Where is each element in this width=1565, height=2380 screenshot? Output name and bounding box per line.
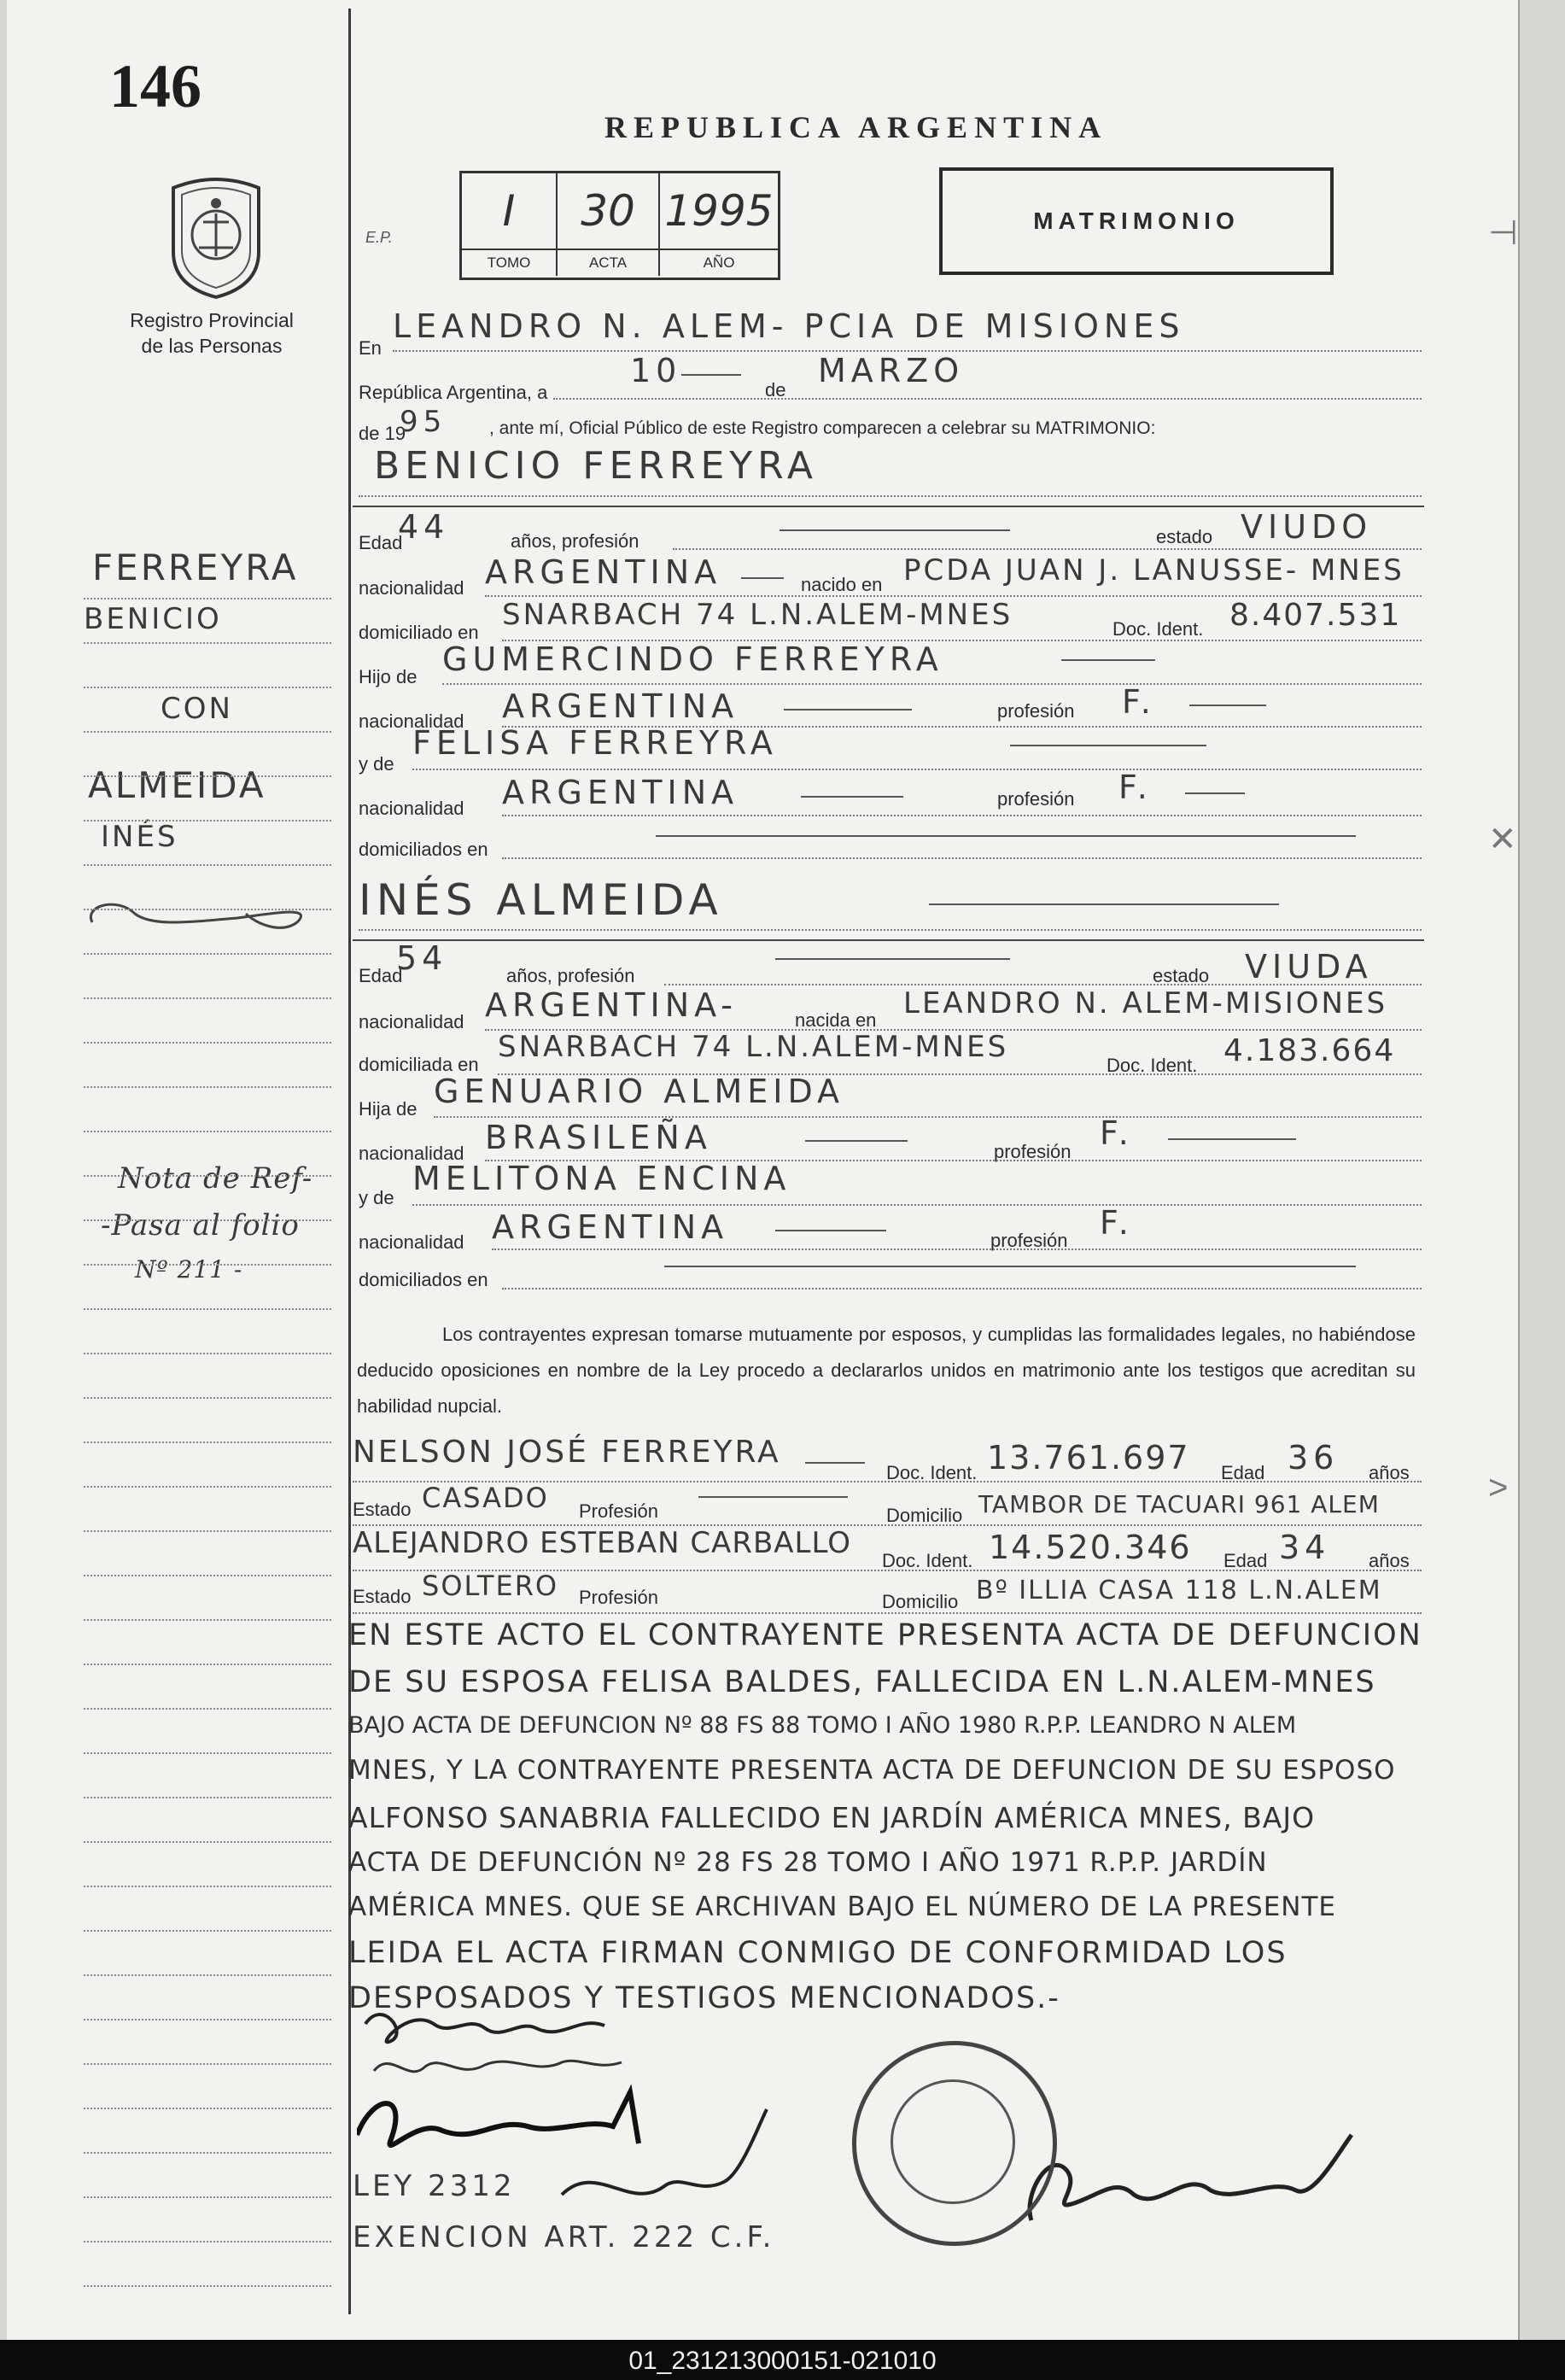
bride-mother-prof-value: F. [1100,1204,1134,1242]
sidebar-dotted-line [84,2108,331,2109]
groom-mother-nac-value: ARGENTINA [502,774,739,811]
sidebar-name-1: BENICIO [84,602,222,636]
footer-caption: 01_231213000151-021010 [628,2347,937,2375]
sidebar-surname-2: ALMEIDA [88,764,266,806]
bride-estado-value: VIUDA [1245,948,1373,985]
bride-nacida-value: LEANDRO N. ALEM-MISIONES [903,986,1388,1020]
groom-father-prof-dash [1189,705,1266,706]
witness2-edad-value: 34 [1279,1529,1331,1566]
groom-mother-prof-label: profesión [997,788,1075,810]
sidebar-name-2: INÉS [101,820,178,854]
witness1-doc-label: Doc. Ident. [886,1462,978,1483]
bride-nacida-label: nacida en [795,1009,877,1031]
groom-edad-label: Edad [359,532,403,553]
sidebar-dotted-line [84,1441,331,1443]
bride-mother-dots [412,1204,1422,1206]
tomo-label: TOMO [462,249,556,276]
groom-nac-dots [485,595,1422,597]
bride-domiciliados-dots [502,1288,1422,1289]
month-value: MARZO [818,352,965,389]
sidebar-dotted-line [84,1042,331,1044]
bride-father-nac-value: BRASILEÑA [485,1119,712,1156]
bride-mother-value: MELITONA ENCINA [412,1160,791,1197]
law-line-1: LEY 2312 [353,2169,516,2203]
bride-nac-label: nacionalidad [359,1011,464,1032]
witness1-domicilio-label: Domicilio [886,1505,963,1526]
groom-father-prof-label: profesión [997,700,1075,722]
witness2-doc-value: 14.520.346 [989,1529,1192,1566]
groom-mother-nac-label: nacionalidad [359,798,464,819]
note-line: ACTA DE DEFUNCIÓN Nº 28 FS 28 TOMO I AÑO 1971 R.P.P. JARDÍN [348,1847,1268,1878]
witness1-edad-label: Edad [1221,1462,1265,1483]
groom-doc-value: 8.407.531 [1229,598,1402,633]
groom-nac-dash [741,577,784,579]
groom-profesion-dash [780,529,1010,531]
note-line: DE SU ESPOSA FELISA BALDES, FALLECIDA EN L.N.ALEM-MNES [348,1665,1376,1699]
sidebar-dotted-line [84,1841,331,1843]
sidebar-dotted-line [84,2019,331,2020]
tomo-acta-year-box [459,171,780,280]
sidebar-dotted-line [84,2285,331,2287]
day-value: 10 [630,352,682,389]
bride-name-dash [929,903,1279,905]
bride-hija-label: Hija de [359,1098,418,1120]
bride-edad-label: Edad [359,965,403,986]
groom-yde-label: y de [359,753,394,775]
witness2-profesion-label: Profesión [579,1587,658,1608]
sidebar-dotted-line [84,997,331,999]
witness1-name: NELSON JOSÉ FERREYRA [353,1435,781,1470]
groom-profesion-label: años, profesión [511,530,639,552]
sidebar-dotted-line [84,2241,331,2243]
provincial-seal-icon [161,171,272,299]
sidebar-dotted-line [84,1708,331,1710]
witness1-doc-value: 13.761.697 [987,1439,1190,1477]
year-cell [660,173,778,276]
bride-father-prof-value: F. [1100,1114,1134,1152]
witness2-domicilio-value: Bº ILLIA CASA 118 L.N.ALEM [976,1576,1382,1605]
groom-domiciliados-dots [502,857,1422,859]
sidebar-dotted-line [84,687,331,688]
groom-hijo-label: Hijo de [359,666,418,687]
groom-domiciliados-dash [656,835,1356,837]
groom-estado-label: estado [1156,526,1213,547]
sidebar-dotted-line [84,2152,331,2154]
declaration-paragraph: Los contrayentes expresan tomarse mutuamente por esposos, y cumplidas las formalidades legales, no habiéndose deducido oposiciones en nombre de la Ley procedo a declararlos unidos en matrimonio ante los testigos que acreditan su habilidad nupcial. [357,1324,1416,1417]
witness2-anios-label: años [1369,1550,1410,1571]
ep-mark: E.P. [365,229,393,246]
registry-name [101,307,323,359]
sidebar-dotted-line [84,1086,331,1088]
bride-divider [353,939,1424,941]
flourish-icon [84,888,314,939]
document-type-box [939,167,1334,275]
witness1-profesion-label: Profesión [579,1500,658,1522]
bride-father-nac-label: nacionalidad [359,1143,464,1164]
witness1-estado-label: Estado [353,1499,412,1520]
sidebar-dotted-line [84,775,331,777]
groom-nac-label: nacionalidad [359,577,464,599]
sidebar-note-1: Nota de Ref- [118,1161,313,1196]
bride-domiciliados-dash [664,1266,1356,1267]
bride-father-nac-dash [805,1140,908,1142]
sidebar-dotted-line [84,820,331,822]
groom-nacido-label: nacido en [801,574,883,595]
acta-value: 30 [581,186,635,236]
witness1-name-dash [805,1462,865,1464]
sidebar-dotted-line [84,1219,331,1221]
year-value: 1995 [664,186,774,236]
place-value: LEANDRO N. ALEM- PCIA DE MISIONES [393,307,1185,345]
groom-doc-label: Doc. Ident. [1112,618,1204,640]
sidebar-dotted-line [84,2196,331,2198]
bride-name-dots [359,929,1422,931]
note-line: BAJO ACTA DE DEFUNCION Nº 88 FS 88 TOMO I AÑO 1980 R.P.P. LEANDRO N ALEM [348,1712,1297,1739]
republic-title: REPUBLICA ARGENTINA [604,110,1108,144]
witness2-domicilio-label: Domicilio [882,1591,959,1612]
sidebar-dotted-line [84,1353,331,1354]
bride-dom-label: domiciliada en [359,1054,479,1075]
bride-father-prof-label: profesión [994,1141,1072,1162]
groom-nac-value: ARGENTINA [485,553,722,591]
law-line-2: EXENCION ART. 222 C.F. [353,2220,775,2254]
witness1-anios-label: años [1369,1462,1410,1483]
groom-father-nac-dash [784,709,912,710]
bride-father-dots [434,1116,1422,1118]
bride-yde-label: y de [359,1187,394,1208]
bride-mother-nac-dash [775,1230,886,1231]
bride-mother-nac-value: ARGENTINA [492,1208,729,1246]
sidebar-dotted-line [84,1486,331,1488]
sidebar-dotted-line [84,909,331,910]
sidebar-dotted-line [84,1664,331,1665]
sidebar-dotted-line [84,1797,331,1798]
bride-doc-label: Doc. Ident. [1107,1055,1198,1076]
staple-mark-icon: > [1488,1469,1509,1506]
groom-mother-value: FELISA FERREYRA [412,724,778,762]
bride-father-prof-dash [1168,1138,1296,1140]
bride-domiciliados-label: domiciliados en [359,1269,488,1290]
bride-profesion-label: años, profesión [506,965,635,986]
witness2-estado-label: Estado [353,1586,412,1607]
folio-number: 146 [109,52,201,120]
groom-name-dots [359,495,1422,497]
sidebar-dotted-line [84,864,331,866]
sidebar-dotted-line [84,1175,331,1177]
groom-father-prof-value: F. [1122,683,1156,721]
registry-line-1: Registro Provincial [130,309,294,331]
registry-line-2: de las Personas [141,335,283,357]
sidebar-dotted-line [84,1308,331,1310]
bride-edad-value: 54 [396,939,448,977]
sidebar-dotted-line [84,642,331,644]
groom-mother-dash [1010,745,1206,746]
groom-father-nac-label: nacionalidad [359,710,464,732]
bride-profesion-dash [775,958,1010,960]
de-label: de [765,379,786,401]
note-line: LEIDA EL ACTA FIRMAN CONMIGO DE CONFORMIDAD LOS [348,1936,1288,1970]
sidebar-dotted-line [84,1264,331,1266]
year-post-label: , ante mí, Oficial Público de este Registro comparecen a celebrar su MATRIMONIO: [489,418,1156,438]
date-dots [553,398,1422,400]
official-signature-icon [1014,2118,1356,2237]
sidebar-dotted-line [84,1752,331,1754]
witness1-domicilio-value: TAMBOR DE TACUARI 961 ALEM [978,1490,1380,1518]
bride-nac-value: ARGENTINA- [485,986,738,1024]
sidebar-dotted-line [84,1886,331,1887]
groom-mother-prof-value: F. [1118,769,1153,806]
note-line: EN ESTE ACTO EL CONTRAYENTE PRESENTA ACTA DE DEFUNCION [348,1618,1422,1652]
bride-father-value: GENUARIO ALMEIDA [434,1073,845,1110]
en-label: En [359,337,382,359]
staple-mark-icon: ✕ [1488,821,1517,858]
groom-father-dash [1061,659,1155,661]
acta-label: ACTA [558,249,658,276]
sidebar-dotted-line [84,1575,331,1576]
sidebar-con: CON [161,692,233,726]
groom-edad-dots [673,548,1422,550]
witness1-edad-value: 36 [1288,1439,1340,1477]
sidebar-dotted-line [84,953,331,955]
bride-estado-label: estado [1153,965,1210,986]
witness1-profesion-dash [698,1496,848,1498]
bride-doc-value: 4.183.664 [1223,1033,1396,1068]
sidebar-dotted-line [84,2063,331,2065]
groom-estado-value: VIUDO [1241,508,1373,546]
witness2-doc-label: Doc. Ident. [882,1550,973,1571]
groom-mother-dots [412,769,1422,770]
groom-edad-value: 44 [398,508,450,546]
sidebar-dotted-line [84,1131,331,1132]
bride-edad-dots [664,984,1422,985]
bride-mother-nac-label: nacionalidad [359,1231,464,1253]
groom-name: BENICIO FERREYRA [374,444,819,488]
groom-dom-value: SNARBACH 74 L.N.ALEM-MNES [502,598,1013,632]
document-type: MATRIMONIO [1033,208,1240,234]
republica-label: República Argentina, a [359,382,548,403]
day-dash [681,374,741,376]
year-suffix-value: 95 [400,405,447,439]
stamp-inner-ring [891,2079,1015,2204]
sidebar-dotted-line [84,731,331,733]
note-line: AMÉRICA MNES. QUE SE ARCHIVAN BAJO EL NÚMERO DE LA PRESENTE [348,1892,1337,1922]
sidebar-surname-1: FERREYRA [92,547,299,588]
note-line: MNES, Y LA CONTRAYENTE PRESENTA ACTA DE DEFUNCION DE SU ESPOSO [348,1755,1396,1786]
groom-mother-nac-dots [502,815,1422,816]
sidebar-dotted-line [84,1930,331,1932]
tomo-value: I [502,186,516,236]
sidebar-dotted-line [84,1619,331,1621]
note-line: ALFONSO SANABRIA FALLECIDO EN JARDÍN AMÉRICA MNES, BAJO [348,1801,1316,1834]
document-page [7,0,1520,2340]
sidebar-dotted-line [84,1974,331,1976]
witness2-name: ALEJANDRO ESTEBAN CARBALLO [353,1526,851,1560]
groom-father-nac-value: ARGENTINA [502,687,739,725]
witness2-estado-value: SOLTERO [422,1570,559,1602]
staple-mark-icon: ⊣ [1488,214,1518,252]
groom-dom-label: domiciliado en [359,622,479,643]
groom-domiciliados-label: domiciliados en [359,839,488,860]
year-pre-label: de 19 [359,423,406,444]
sidebar-dotted-line [84,1530,331,1532]
bride-mother-nac-dots [492,1248,1422,1250]
note-line: DESPOSADOS Y TESTIGOS MENCIONADOS.- [348,1981,1060,2015]
groom-mother-prof-dash [1185,792,1245,794]
bride-dom-value: SNARBACH 74 L.N.ALEM-MNES [498,1030,1009,1064]
year-label: AÑO [660,249,778,276]
witness2-edad-label: Edad [1223,1550,1268,1571]
sidebar-note-2: -Pasa al folio [101,1208,300,1243]
bride-name: INÉS ALMEIDA [359,875,723,925]
groom-mother-nac-dash [801,796,903,798]
groom-nacido-value: PCDA JUAN J. LANUSSE- MNES [903,553,1404,588]
groom-father-dots [442,683,1422,685]
registry-stamp [852,2041,1057,2246]
sidebar-dotted-line [84,598,331,599]
sidebar-dotted-line [84,1397,331,1399]
witness1-estado-value: CASADO [422,1482,549,1514]
sidebar-note-3: Nº 211 - [135,1255,243,1284]
bride-mother-prof-label: profesión [990,1230,1068,1251]
witness2-estado-dots [353,1612,1422,1614]
acta-cell [558,173,660,276]
groom-father-value: GUMERCINDO FERREYRA [442,640,943,678]
groom-divider [353,506,1424,507]
tomo-cell [462,173,558,276]
